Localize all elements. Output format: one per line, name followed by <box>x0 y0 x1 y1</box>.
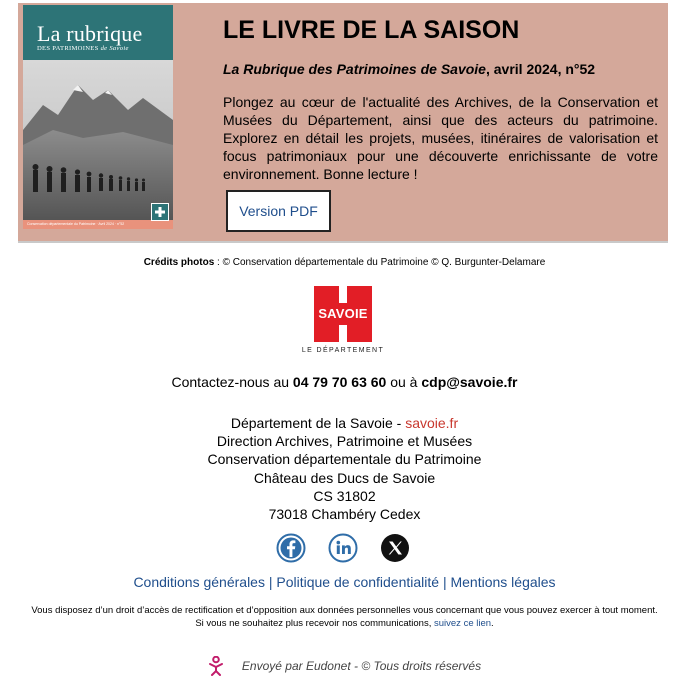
postal-address <box>0 414 689 523</box>
privacy-end: . <box>491 618 494 629</box>
pdf-version-button[interactable]: Version PDF <box>226 190 331 232</box>
cover-photo <box>23 60 173 220</box>
address-line-1-text: Département de la Savoie - <box>230 415 406 431</box>
feature-subtitle-rest: , avril 2024, n°52 <box>485 61 596 77</box>
credits-text: : © Conservation départementale du Patrimoine © Q. Burgunter-Delamare <box>214 257 546 268</box>
footer-text: Envoyé par Eudonet - © Tous droits réservés <box>241 659 482 673</box>
conditions-link[interactable]: Conditions générales <box>133 574 265 590</box>
address-line-6: 73018 Chambéry Cedex <box>268 506 421 523</box>
cover-savoie-badge-icon <box>151 203 169 221</box>
contact-middle: ou à <box>386 374 422 390</box>
photo-credits <box>0 257 689 268</box>
contact-email[interactable]: cdp@savoie.fr <box>421 374 518 390</box>
cover-subtitle-main: DES PATRIMOINES <box>37 45 99 52</box>
contact-prefix: Contactez-nous au <box>171 374 293 390</box>
logo-word: SAVOIE <box>314 303 372 325</box>
footer-inner <box>208 656 481 676</box>
eudonet-icon <box>208 656 224 676</box>
privacy-text: Vous disposez d’un droit d’accès de rectification et d’opposition aux données personnelles vous concernant que vous pouvez exercer à tout moment. Si vous ne souhaitez plus recevoir nos communications, <box>31 605 658 629</box>
facebook-icon[interactable] <box>276 533 306 563</box>
savoie-department-logo[interactable] <box>301 286 385 358</box>
social-links <box>276 533 410 563</box>
contact-phone[interactable]: 04 79 70 63 60 <box>292 374 387 390</box>
linkedin-icon[interactable] <box>328 533 358 563</box>
cover-subtitle <box>37 45 129 52</box>
feature-divider <box>18 241 668 243</box>
legal-links <box>0 574 689 590</box>
link-separator: | <box>268 574 273 590</box>
address-line-2: Direction Archives, Patrimoine et Musées <box>216 433 473 450</box>
footer <box>0 656 689 676</box>
cover-subtitle-region: de Savoie <box>100 45 129 52</box>
feature-subtitle <box>223 61 595 77</box>
savoie-website-link[interactable]: savoie.fr <box>405 415 459 431</box>
magazine-cover[interactable] <box>23 5 173 229</box>
address-line-5: CS 31802 <box>313 487 376 504</box>
unsubscribe-link[interactable]: suivez ce lien <box>434 618 492 629</box>
address-line-3: Conservation départementale du Patrimoine <box>207 451 482 468</box>
feature-subtitle-italic: La Rubrique des Patrimoines de Savoie <box>223 61 486 77</box>
privacy-policy-link[interactable]: Politique de confidentialité <box>276 574 440 590</box>
privacy-notice <box>30 604 659 630</box>
feature-description: Plongez au cœur de l'actualité des Archives, de la Conservation et Musées du Département, ainsi que des acteurs du patrimoine. Explorez en détail les projets, musées, itinéraires de valorisation et focus patrimoniaux pour une découverte enrichissante de votre environnement. Bonne lecture ! <box>223 94 658 182</box>
link-separator: | <box>442 574 447 590</box>
x-icon[interactable] <box>380 533 410 563</box>
address-line-4: Château des Ducs de Savoie <box>253 469 436 486</box>
address-line-1 <box>0 414 689 432</box>
logo-subtitle: LE DÉPARTEMENT <box>301 347 385 354</box>
cover-footer: Conservation départementale du Patrimoine · Avril 2024 · n°52 <box>23 220 173 229</box>
credits-label: Crédits photos <box>143 257 215 268</box>
cover-title: La rubrique <box>37 21 143 46</box>
contact-line <box>0 374 689 390</box>
feature-title: LE LIVRE DE LA SAISON <box>223 16 520 44</box>
legal-notice-link[interactable]: Mentions légales <box>450 574 556 590</box>
